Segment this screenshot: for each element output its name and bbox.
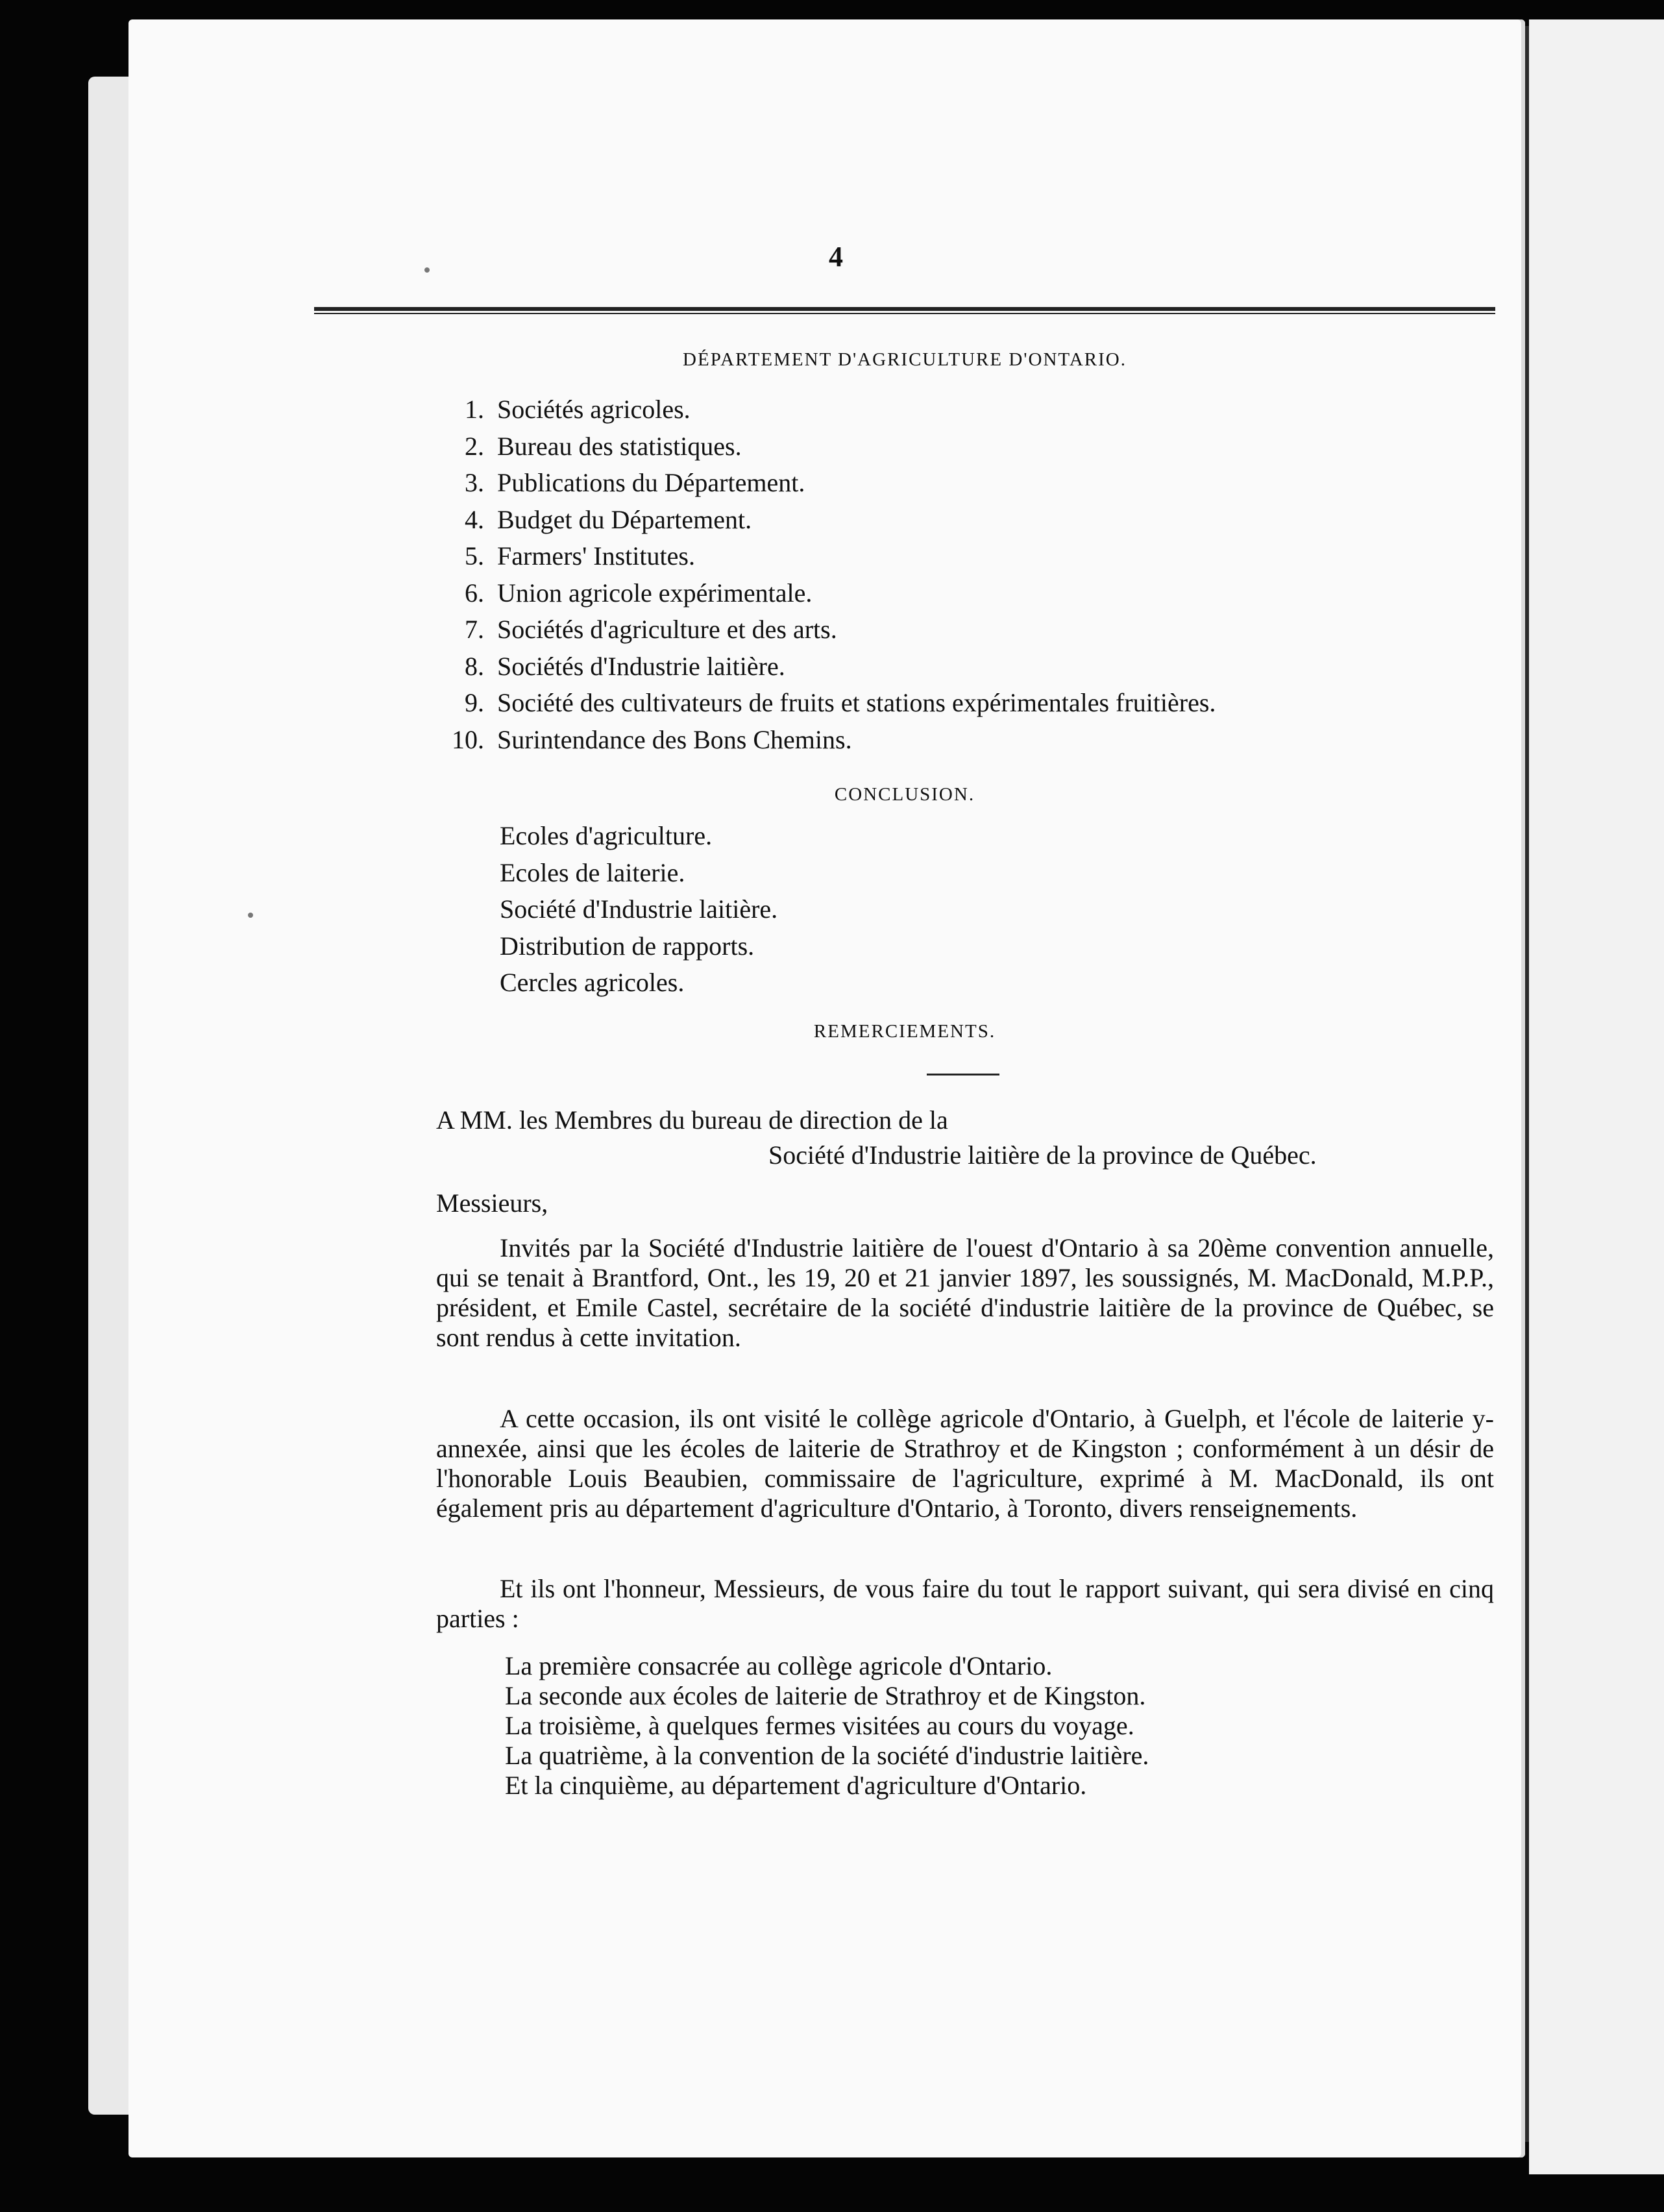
section-heading-conclusion: CONCLUSION. (834, 784, 975, 805)
paper-speck (424, 267, 430, 273)
paragraph-1: Invités par la Société d'Industrie laitière de l'ouest d'Ontario à sa 20ème convention annuelle, qui se tenait à Brantford, Ont., les 19, 20 et 21 janvier 1897, les soussignés, M. MacDonald, M.P.P., président, et Emile Castel, secrétaire de la société d'industrie laitière de la province de Québec, se sont rendus à cette invitation. (436, 1233, 1494, 1352)
paragraph-2: A cette occasion, ils ont visité le collège agricole d'Ontario, à Guelph, et l'école de laiterie y-annexée, ainsi que les écoles de laiterie de Strathroy et de Kingston ; conformément à un désir de l'honorable Louis Beaubien, commissaire de l'agriculture, exprimé à M. MacDonald, ils ont également pris au département d'agriculture d'Ontario, à Toronto, divers renseignements. (436, 1404, 1494, 1523)
list-item: La quatrième, à la convention de la société d'industrie laitière. (505, 1741, 1149, 1770)
list-item: Ecoles d'agriculture. (500, 821, 713, 850)
list-item: Et la cinquième, au département d'agriculture d'Ontario. (505, 1771, 1087, 1800)
paragraph-3: Et ils ont l'honneur, Messieurs, de vous faire du tout le rapport suivant, qui sera divisé en cinq parties : (436, 1574, 1494, 1633)
list-item: Distribution de rapports. (500, 931, 755, 961)
conclusion-list (500, 818, 777, 1002)
facing-page-edge (1529, 19, 1664, 2174)
list-item: 9. Société des cultivateurs de fruits et stations expérimentales fruitières. (465, 688, 1216, 717)
list-item: 7. Sociétés d'agriculture et des arts. (465, 615, 837, 644)
list-item: 1. Sociétés agricoles. (465, 395, 691, 424)
report-parts-list (505, 1651, 1149, 1800)
address-line-1: A MM. les Membres du bureau de direction de la (436, 1105, 948, 1135)
page-number: 4 (829, 241, 843, 273)
list-item: La première consacrée au collège agricole d'Ontario. (505, 1651, 1053, 1680)
header-rule (314, 307, 1495, 314)
list-item: 8. Sociétés d'Industrie laitière. (465, 651, 785, 681)
paper-speck (248, 913, 253, 918)
list-item: 10. Surintendance des Bons Chemins. (452, 724, 852, 754)
list-item: 6. Union agricole expérimentale. (465, 578, 813, 608)
list-item: Société d'Industrie laitière. (500, 894, 778, 924)
section-heading-departement: DÉPARTEMENT D'AGRICULTURE D'ONTARIO. (683, 349, 1127, 370)
document-page (128, 19, 1525, 2157)
heading-rule (927, 1074, 999, 1075)
list-item: Ecoles de laiterie. (500, 857, 685, 887)
address-line-2: Société d'Industrie laitière de la province de Québec. (768, 1140, 1317, 1170)
section-heading-remerciements: REMERCIEMENTS. (813, 1021, 996, 1042)
list-item: La troisième, à quelques fermes visitées au cours du voyage. (505, 1711, 1134, 1740)
list-item: Cercles agricoles. (500, 968, 685, 997)
salutation: Messieurs, (436, 1188, 548, 1218)
list-item: 4. Budget du Département. (465, 504, 752, 534)
list-item: La seconde aux écoles de laiterie de Strathroy et de Kingston. (505, 1681, 1146, 1710)
list-item: 2. Bureau des statistiques. (465, 431, 742, 461)
department-list (447, 391, 1216, 758)
list-item: 3. Publications du Département. (465, 468, 805, 497)
list-item: 5. Farmers' Institutes. (465, 541, 695, 571)
